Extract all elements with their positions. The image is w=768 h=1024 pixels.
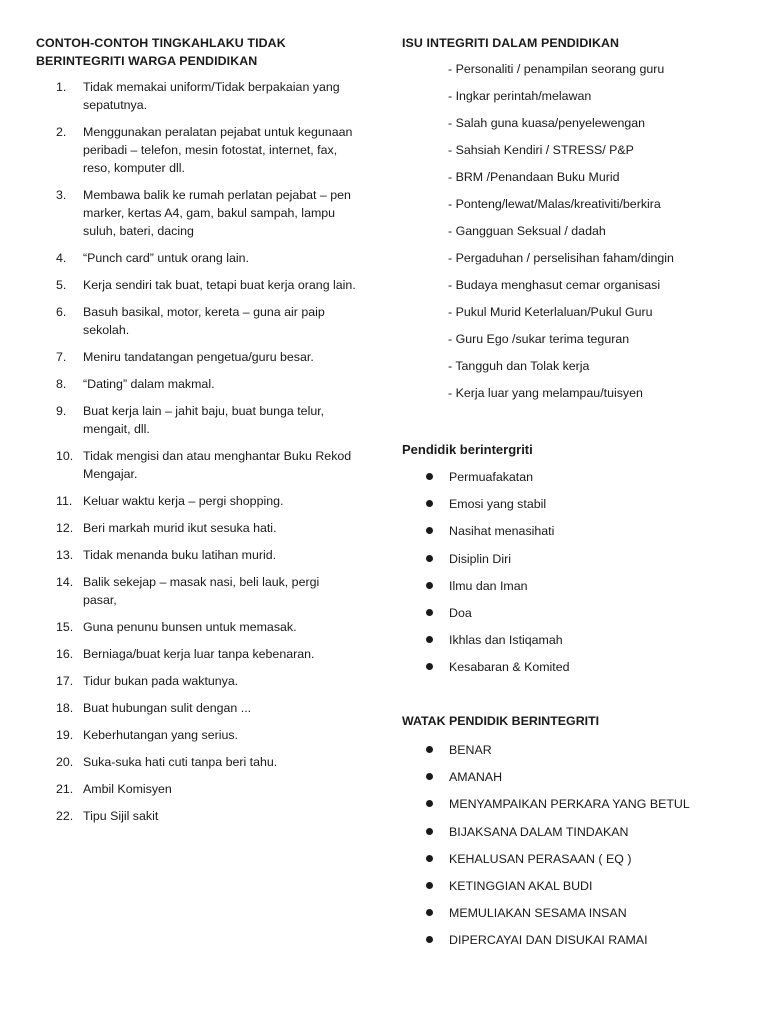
item-number: 9. (56, 404, 67, 418)
list-item (56, 249, 356, 267)
left-heading-line1: CONTOH-CONTOH TINGKAHLAKU TIDAK (36, 36, 286, 50)
watak-list (424, 741, 754, 959)
list-item: - Budaya menghasut cemar organisasi (448, 278, 661, 292)
item-text: MEMULIAKAN SESAMA INSAN (449, 906, 627, 921)
list-item (424, 658, 754, 685)
list-item (56, 753, 356, 771)
list-item: - Kerja luar yang melampau/tuisyen (448, 386, 643, 400)
bullet-icon (426, 855, 433, 862)
list-item (424, 577, 754, 604)
item-text: Menggunakan peralatan pejabat untuk kegunaan peribadi – telefon, mesin fotostat, internet, fax, reso, komputer dll. (83, 125, 353, 175)
item-text: Kerja sendiri tak buat, tetapi buat kerja orang lain. (83, 278, 356, 292)
list-item (56, 546, 356, 564)
list-item (56, 402, 356, 438)
item-text: Ilmu dan Iman (449, 578, 528, 593)
list-item (56, 807, 356, 825)
item-number: 5. (56, 278, 67, 292)
list-item (56, 276, 356, 294)
bullet-icon (426, 663, 433, 670)
list-item (424, 850, 754, 877)
item-text: Guna penunu bunsen untuk memasak. (83, 620, 297, 634)
item-number: 17. (56, 674, 74, 688)
item-text: Keluar waktu kerja – pergi shopping. (83, 494, 284, 508)
item-text: Kesabaran & Komited (449, 660, 570, 675)
list-item (424, 877, 754, 904)
list-item (424, 823, 754, 850)
item-text: KETINGGIAN AKAL BUDI (449, 878, 593, 893)
bullet-icon (426, 882, 433, 889)
item-text: Ambil Komisyen (83, 782, 172, 796)
item-number: 10. (56, 449, 74, 463)
bullet-icon (426, 636, 433, 643)
watak-heading: WATAK PENDIDIK BERINTEGRITI (402, 714, 600, 728)
bullet-icon (426, 473, 433, 480)
item-number: 4. (56, 251, 67, 265)
item-text: MENYAMPAIKAN PERKARA YANG BETUL (449, 797, 690, 812)
list-item (56, 699, 356, 717)
list-item: - Ingkar perintah/melawan (448, 89, 592, 103)
item-number: 21. (56, 782, 74, 796)
list-item (424, 604, 754, 631)
list-item (424, 522, 754, 549)
item-number: 13. (56, 548, 74, 562)
list-item (56, 348, 356, 366)
item-text: AMANAH (449, 770, 503, 785)
list-item (56, 573, 356, 609)
issues-heading: ISU INTEGRITI DALAM PENDIDIKAN (402, 36, 620, 50)
list-item: - Guru Ego /sukar terima teguran (448, 332, 630, 346)
bullet-icon (426, 500, 433, 507)
item-number: 14. (56, 575, 74, 589)
list-item: - BRM /Penandaan Buku Murid (448, 170, 620, 184)
item-text: Nasihat menasihati (449, 524, 555, 539)
item-text: KEHALUSAN PERASAAN ( EQ ) (449, 851, 632, 866)
item-text: Doa (449, 605, 472, 620)
list-item (424, 495, 754, 522)
item-text: Tipu Sijil sakit (83, 809, 159, 823)
bullet-icon (426, 936, 433, 943)
item-text: “Dating” dalam makmal. (83, 377, 215, 391)
item-text: Ikhlas dan Istiqamah (449, 633, 563, 648)
item-text: Membawa balik ke rumah perlatan pejabat – pen marker, kertas A4, gam, bakul sampah, lampu suluh, bateri, dacing (83, 188, 351, 238)
list-item: - Pergaduhan / perselisihan faham/dingin (448, 251, 674, 265)
item-text: Emosi yang stabil (449, 497, 547, 512)
left-heading (36, 34, 336, 70)
list-item: - Ponteng/lewat/Malas/kreativiti/berkira (448, 197, 661, 211)
list-item (56, 447, 356, 483)
bullet-icon (426, 555, 433, 562)
bullet-icon (426, 582, 433, 589)
pendidik-heading: Pendidik berintergriti (402, 442, 533, 457)
list-item (424, 631, 754, 658)
item-text: “Punch card” untuk orang lain. (83, 251, 249, 265)
list-item (56, 780, 356, 798)
bullet-icon (426, 773, 433, 780)
bullet-icon (426, 828, 433, 835)
issues-list (448, 60, 758, 411)
list-item (56, 645, 356, 663)
pendidik-list (424, 468, 754, 686)
item-number: 20. (56, 755, 74, 769)
item-number: 7. (56, 350, 67, 364)
list-item: - Salah guna kuasa/penyelewengan (448, 116, 646, 130)
item-text: Balik sekejap – masak nasi, beli lauk, pergi pasar, (83, 575, 320, 607)
list-item: - Sahsiah Kendiri / STRESS/ P&P (448, 143, 634, 157)
list-item (56, 123, 356, 177)
item-text: BENAR (449, 743, 492, 757)
item-number: 16. (56, 647, 74, 661)
item-text: Permuafakatan (449, 470, 534, 484)
item-number: 12. (56, 521, 74, 535)
list-item (56, 78, 356, 114)
item-number: 19. (56, 728, 74, 742)
item-number: 2. (56, 125, 67, 139)
item-number: 18. (56, 701, 74, 715)
misconduct-list (56, 78, 356, 834)
list-item: - Tangguh dan Tolak kerja (448, 359, 590, 373)
list-item (56, 519, 356, 537)
list-item (56, 303, 356, 339)
item-text: Meniru tandatangan pengetua/guru besar. (83, 350, 314, 364)
list-item (56, 492, 356, 510)
list-item: - Pukul Murid Keterlaluan/Pukul Guru (448, 305, 653, 319)
item-text: Tidak mengisi dan atau menghantar Buku Rekod Mengajar. (83, 449, 352, 481)
item-text: Buat kerja lain – jahit baju, buat bunga telur, mengait, dll. (83, 404, 325, 436)
item-text: Buat hubungan sulit dengan ... (83, 701, 252, 715)
item-number: 15. (56, 620, 74, 634)
bullet-icon (426, 746, 433, 753)
list-item (56, 186, 356, 240)
list-item (424, 768, 754, 795)
item-text: Suka-suka hati cuti tanpa beri tahu. (83, 755, 278, 769)
item-text: Beri markah murid ikut sesuka hati. (83, 521, 277, 535)
item-text: Tidak memakai uniform/Tidak berpakaian yang sepatutnya. (83, 80, 340, 112)
list-item (424, 550, 754, 577)
list-item: - Gangguan Seksual / dadah (448, 224, 606, 238)
list-item (56, 726, 356, 744)
item-text: Tidak menanda buku latihan murid. (83, 548, 277, 562)
item-number: 3. (56, 188, 67, 202)
list-item: - Personaliti / penampilan seorang guru (448, 62, 665, 76)
item-number: 11. (56, 494, 73, 508)
item-text: BIJAKSANA DALAM TINDAKAN (449, 824, 629, 839)
list-item (424, 904, 754, 931)
list-item (56, 375, 356, 393)
list-item (424, 741, 754, 768)
bullet-icon (426, 909, 433, 916)
item-text: Basuh basikal, motor, kereta – guna air paip sekolah. (83, 305, 325, 337)
item-number: 22. (56, 809, 74, 823)
item-number: 8. (56, 377, 67, 391)
item-text: DIPERCAYAI DAN DISUKAI RAMAI (449, 933, 648, 948)
bullet-icon (426, 609, 433, 616)
item-number: 1. (56, 80, 67, 94)
bullet-icon (426, 800, 433, 807)
bullet-icon (426, 527, 433, 534)
left-heading-line2: BERINTEGRITI WARGA PENDIDIKAN (36, 54, 258, 68)
list-item (424, 795, 754, 822)
item-text: Berniaga/buat kerja luar tanpa kebenaran. (83, 647, 315, 661)
list-item (56, 618, 356, 636)
list-item (56, 672, 356, 690)
item-text: Tidur bukan pada waktunya. (83, 674, 239, 688)
item-number: 6. (56, 305, 67, 319)
item-text: Disiplin Diri (449, 551, 511, 566)
item-text: Keberhutangan yang serius. (83, 728, 238, 742)
list-item (424, 468, 754, 495)
list-item (424, 931, 754, 958)
